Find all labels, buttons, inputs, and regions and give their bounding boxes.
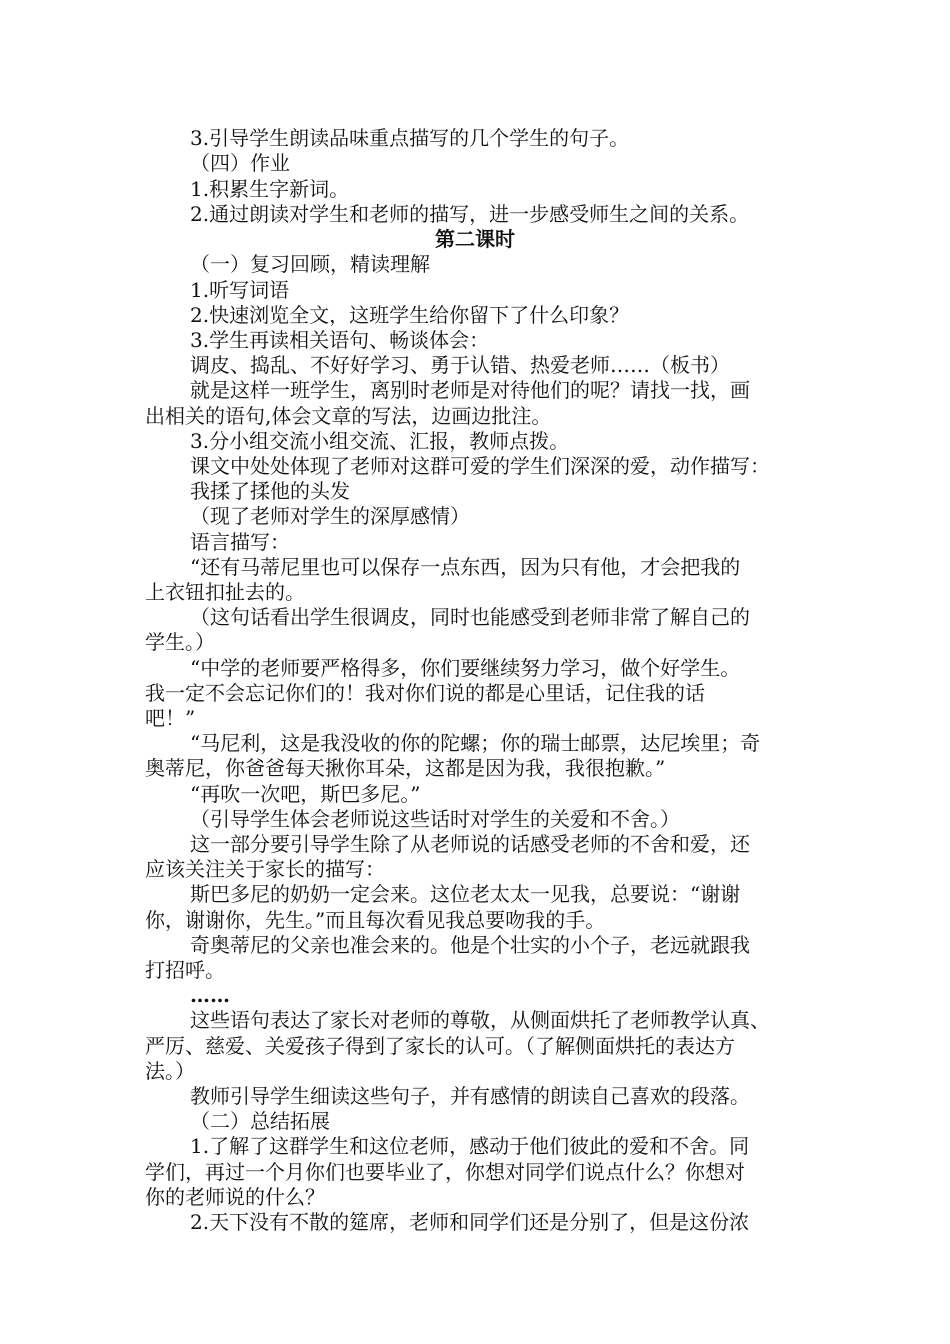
quote: 奥蒂尼，你爸爸每天揪你耳朵，这都是因为我，我很抱歉。” [145,756,666,780]
paragraph: （现了老师对学生的深厚感情） [190,504,470,528]
paragraph: 2.通过朗读对学生和老师的描写，进一步感受师生之间的关系。 [190,202,750,226]
quote: 吧！” [145,706,196,730]
paragraph: 这些语句表达了家长对老师的尊敬，从侧面烘托了老师教学认真、 [190,1008,770,1032]
quote: 你，谢谢你，先生。”而且每次看见我总要吻我的手。 [145,908,606,932]
paragraph: 3.学生再读相关语句、畅谈体会： [190,328,490,352]
paragraph: 学们，再过一个月你们也要毕业了，你想对同学们说点什么？你想对 [145,1160,745,1184]
paragraph: 学生。） [145,630,215,654]
section-heading: （一）复习回顾，精读理解 [190,252,430,276]
quote: 打招呼。 [145,958,225,982]
ellipsis: …… [190,983,230,1007]
quote: “还有马蒂尼里也可以保存一点东西，因为只有他，才会把我的 [190,555,741,579]
paragraph: 1.积累生字新词。 [190,177,350,201]
paragraph: 严厉、慈爱、关爱孩子得到了家长的认可。（了解侧面烘托的表达方 [145,1034,735,1058]
paragraph: 3.引导学生朗读品味重点描写的几个学生的句子。 [190,126,630,150]
section-heading: （四）作业 [190,151,290,175]
quote: 斯巴多尼的奶奶一定会来。这位老太太一见我，总要说：“谢谢 [190,882,741,906]
paragraph: 语言描写： [190,530,290,554]
quote: “中学的老师要严格得多，你们要继续努力学习，做个好学生。 [190,656,741,680]
paragraph: 这一部分要引导学生除了从老师说的话感受老师的不舍和爱，还 [190,832,750,856]
paragraph: 教师引导学生细读这些句子，并有感情的朗读自己喜欢的段落。 [190,1084,750,1108]
paragraph: （这句话看出学生很调皮，同时也能感受到老师非常了解自己的 [190,605,750,629]
section-heading: （二）总结拓展 [190,1109,330,1133]
paragraph: 2.天下没有不散的筵席，老师和同学们还是分别了，但是这份浓 [190,1210,750,1234]
paragraph: 应该关注关于家长的描写： [145,857,385,881]
quote: 我一定不会忘记你们的！我对你们说的都是心里话，记住我的话 [145,681,705,705]
paragraph: 出相关的语句,体会文章的写法，边画边批注。 [145,404,552,428]
quote: 上衣钮扣扯去的。 [145,580,305,604]
paragraph: 我揉了揉他的头发 [190,479,350,503]
paragraph: 就是这样一班学生，离别时老师是对待他们的呢？请找一找，画 [190,378,750,402]
lesson-heading: 第二课时 [435,227,515,251]
paragraph: 你的老师说的什么？ [145,1185,325,1209]
paragraph: （引导学生体会老师说这些话时对学生的关爱和不舍。） [190,807,680,831]
paragraph: 调皮、捣乱、不好好学习、勇于认错、热爱老师……（板书） [190,353,730,377]
paragraph: 法。） [145,1059,195,1083]
paragraph: 1.听写词语 [190,278,290,302]
paragraph: 2.快速浏览全文，这班学生给你留下了什么印象？ [190,303,630,327]
quote: 奇奥蒂尼的父亲也准会来的。他是个壮实的小个子，老远就跟我 [190,933,750,957]
quote: “马尼利，这是我没收的你的陀螺；你的瑞士邮票，达尼埃里；奇 [190,731,761,755]
quote: “再吹一次吧，斯巴多尼。” [190,782,421,806]
paragraph: 课文中处处体现了老师对这群可爱的学生们深深的爱，动作描写： [190,454,770,478]
paragraph: 1.了解了这群学生和这位老师，感动于他们彼此的爱和不舍。同 [190,1134,750,1158]
paragraph: 3.分小组交流小组交流、汇报，教师点拨。 [190,429,570,453]
